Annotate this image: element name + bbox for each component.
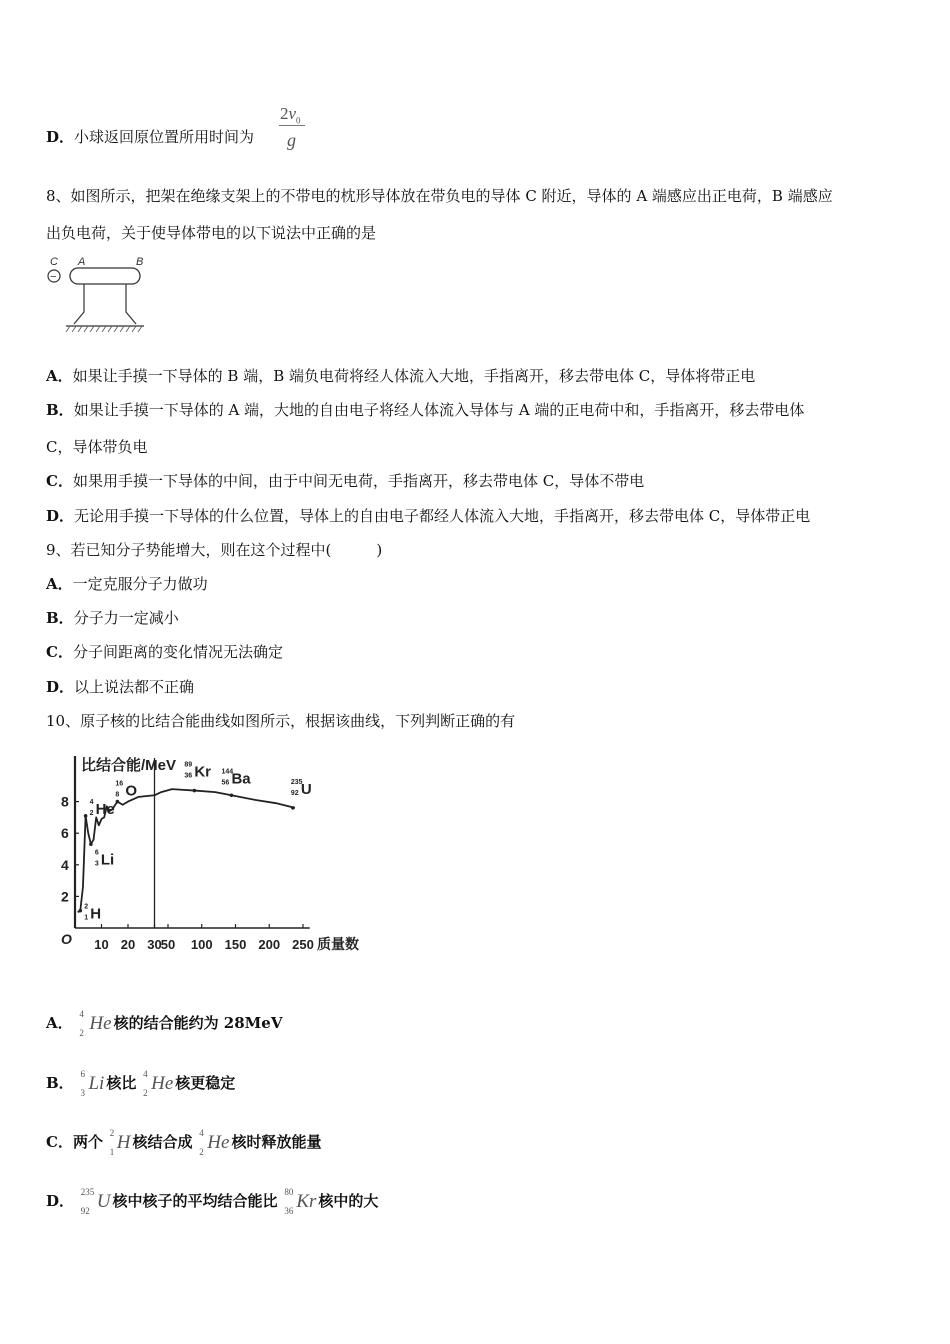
nuclide-mass: 4 <box>143 1069 148 1079</box>
q8-stem-line2: 出负电荷，关于使导体带电的以下说法中正确的是 <box>46 224 377 242</box>
annotation-symbol-he: He <box>95 800 115 818</box>
nuclide-symbol: Li <box>88 1073 105 1094</box>
nuclide-charge: 2 <box>79 1028 84 1038</box>
nuclide-mass: 2 <box>109 1128 115 1138</box>
x-tick-label: 250 <box>292 937 314 952</box>
annotation-symbol-o: O <box>125 782 138 800</box>
frac-coef: 2 <box>280 104 289 123</box>
nuclide-symbol: He <box>89 1013 112 1034</box>
y-axis-label: 比结合能/MeV <box>81 757 177 774</box>
q8-option-a <box>46 366 755 386</box>
q8-conductor-figure <box>44 252 164 342</box>
q10-stem: 10、原子核的比结合能曲线如图所示，根据该曲线，下列判断正确的有 <box>46 712 516 730</box>
annotation-symbol-kr: Kr <box>194 763 211 781</box>
nuclide-charge: 92 <box>80 1206 90 1216</box>
x-tick-label: 50 <box>160 937 176 952</box>
y-tick-label: 2 <box>61 888 69 905</box>
q8-option-b-text: 如果让手摸一下导体的 A 端，大地的自由电子将经人体流入导体与 A 端的正电荷中和，手指离开，移去带电体 <box>73 401 805 419</box>
annotation-charge-kr: 36 <box>184 772 193 780</box>
q9-option-a <box>46 574 208 594</box>
nuclide-mass: 4 <box>199 1128 204 1138</box>
annotation-symbol-u: U <box>300 780 312 798</box>
q10-option-c-text0: 两个 <box>72 1133 103 1151</box>
annotation-mass-u: 235 <box>290 778 303 786</box>
annotation-charge-u: 92 <box>290 789 299 797</box>
nuclide-charge: 2 <box>143 1088 148 1098</box>
annotation-charge-h: 1 <box>84 914 89 922</box>
q10-option-c <box>46 1128 322 1157</box>
nuclide-kr80 <box>284 1187 317 1216</box>
q8-option-d <box>46 506 810 526</box>
x-tick-label: 100 <box>190 937 213 952</box>
q8-stem-line1: 8、如图所示，把架在绝缘支架上的不带电的枕形导体放在带负电的导体 C 附近，导体的 A 端感应出正电荷，B 端感应 <box>46 187 833 205</box>
nuclide-symbol: He <box>207 1132 230 1153</box>
annotation-symbol-ba: Ba <box>231 770 251 788</box>
nuclide-symbol: He <box>151 1073 174 1094</box>
nuclide-mass: 4 <box>79 1009 84 1019</box>
curve-point-u <box>291 806 295 810</box>
pillow-conductor <box>70 268 140 284</box>
x-tick-label: 200 <box>258 937 281 952</box>
curve-point-o <box>116 800 120 804</box>
q10-option-b-label: B． <box>46 1074 74 1092</box>
q9-option-a-label: A． <box>46 575 73 593</box>
q9-option-d-text: 以上说法都不正确 <box>74 678 195 696</box>
q7-option-d-label: D． <box>46 128 75 146</box>
nuclide-he4 <box>199 1128 230 1157</box>
q10-option-a <box>46 1009 283 1038</box>
q9-option-b-text: 分子力一定减小 <box>73 609 179 627</box>
q9-option-d <box>46 677 194 697</box>
annotation-mass-ba: 144 <box>221 768 234 776</box>
q8-option-b-continued: C，导体带负电 <box>46 438 148 456</box>
q9-option-a-text: 一定克服分子力做功 <box>72 575 208 593</box>
label-b: B <box>136 256 144 268</box>
q10-option-d-text1: 核中核子的平均结合能比 <box>112 1192 278 1210</box>
q10-option-d-text2: 核中的大 <box>318 1192 379 1210</box>
nuclide-charge: 36 <box>284 1206 294 1216</box>
q8-option-b-label: B． <box>46 401 74 419</box>
q10-option-d <box>46 1187 379 1216</box>
nuclide-u235 <box>80 1187 111 1216</box>
annotation-mass-h: 2 <box>84 903 89 911</box>
q9-option-c-text: 分子间距离的变化情况无法确定 <box>72 643 283 661</box>
q7-option-d-text: 小球返回原位置所用时间为 <box>74 128 255 146</box>
nuclide-he4 <box>79 1009 112 1038</box>
q9-stem: 9、若已知分子势能增大，则在这个过程中( ) <box>46 541 383 559</box>
nuclide-charge: 3 <box>80 1088 85 1098</box>
nuclide-symbol: U <box>96 1191 111 1212</box>
annotation-mass-li: 6 <box>94 849 99 857</box>
annotation-mass-kr: 89 <box>184 761 193 769</box>
q8-option-a-label: A． <box>46 367 73 385</box>
x-axis-label: 质量数 <box>317 936 359 952</box>
origin-label: O <box>61 931 72 947</box>
q10-option-c-label: C． <box>46 1133 73 1151</box>
annotation-charge-o: 8 <box>115 791 120 799</box>
annotation-symbol-h: H <box>90 905 102 923</box>
nuclide-mass: 80 <box>284 1187 294 1197</box>
q8-option-d-text: 无论用手摸一下导体的什么位置，导体上的自由电子都经人体流入大地，手指离开，移去带电体 C，导体带正电 <box>74 507 811 525</box>
q10-option-b-text2: 核更稳定 <box>175 1074 236 1092</box>
annotation-symbol-li: Li <box>100 851 115 869</box>
q10-option-d-label: D． <box>46 1192 75 1210</box>
q9-option-d-label: D． <box>46 678 75 696</box>
annotation-charge-li: 3 <box>94 860 99 868</box>
q7-fraction-denominator: g <box>287 130 296 150</box>
label-c: C <box>50 256 58 268</box>
nuclide-mass: 235 <box>80 1187 95 1197</box>
curve-point-he <box>84 814 88 818</box>
q9-option-b <box>46 608 179 628</box>
frac-sub: 0 <box>296 115 301 126</box>
frac-var: v <box>288 104 297 123</box>
curve-point-h <box>79 909 83 913</box>
q8-option-c <box>46 471 644 491</box>
annotation-mass-he: 4 <box>89 798 94 806</box>
x-tick-label: 20 <box>120 937 136 952</box>
nuclide-he4 <box>143 1069 174 1098</box>
minus-sign: − <box>50 271 57 283</box>
annotation-mass-o: 16 <box>115 780 124 788</box>
nuclide-mass: 6 <box>80 1069 85 1079</box>
x-tick-label: 150 <box>224 937 247 952</box>
q10-option-c-text1: 核结合成 <box>132 1133 193 1151</box>
fraction-bar <box>279 125 305 126</box>
curve-point-ba <box>230 793 234 797</box>
label-a: A <box>78 256 86 268</box>
q10-option-c-text2: 核时释放能量 <box>231 1133 322 1151</box>
nuclide-symbol: Kr <box>296 1191 317 1212</box>
nuclide-symbol: H <box>116 1132 131 1153</box>
y-tick-label: 6 <box>61 825 69 842</box>
nuclide-li6 <box>80 1069 105 1098</box>
q8-option-b <box>46 400 804 420</box>
q8-option-a-text: 如果让手摸一下导体的 B 端，B 端负电荷将经人体流入大地，手指离开，移去带电体 C，导体将带正电 <box>72 367 756 385</box>
nuclide-h2 <box>109 1128 131 1157</box>
q7-fraction-numerator <box>280 104 301 125</box>
q8-option-d-label: D． <box>46 507 75 525</box>
q9-option-c <box>46 642 283 662</box>
q10-option-a-text: 核的结合能约为 28MeV <box>113 1014 283 1032</box>
q9-option-b-label: B． <box>46 609 74 627</box>
q10-option-b <box>46 1069 236 1098</box>
x-tick-label: 30 <box>147 937 162 952</box>
annotation-charge-ba: 56 <box>221 779 230 787</box>
q10-option-b-text1: 核比 <box>106 1074 137 1092</box>
binding-energy-chart <box>50 748 390 970</box>
ground-hatch <box>66 326 142 332</box>
annotation-charge-he: 2 <box>89 809 94 817</box>
curve-point-li <box>89 842 93 846</box>
q10-option-a-label: A． <box>46 1014 73 1032</box>
curve-point-kr <box>193 789 197 793</box>
q9-option-c-label: C． <box>46 643 73 661</box>
q7-option-d <box>46 127 254 147</box>
x-tick-label: 10 <box>94 937 109 952</box>
q8-option-c-label: C． <box>46 472 73 490</box>
nuclide-charge: 1 <box>109 1147 115 1157</box>
y-tick-label: 4 <box>61 856 69 873</box>
y-tick-label: 8 <box>61 793 69 810</box>
nuclide-charge: 2 <box>199 1147 204 1157</box>
q8-option-c-text: 如果用手摸一下导体的中间，由于中间无电荷，手指离开，移去带电体 C，导体不带电 <box>72 472 645 490</box>
insulating-stand <box>74 284 136 324</box>
